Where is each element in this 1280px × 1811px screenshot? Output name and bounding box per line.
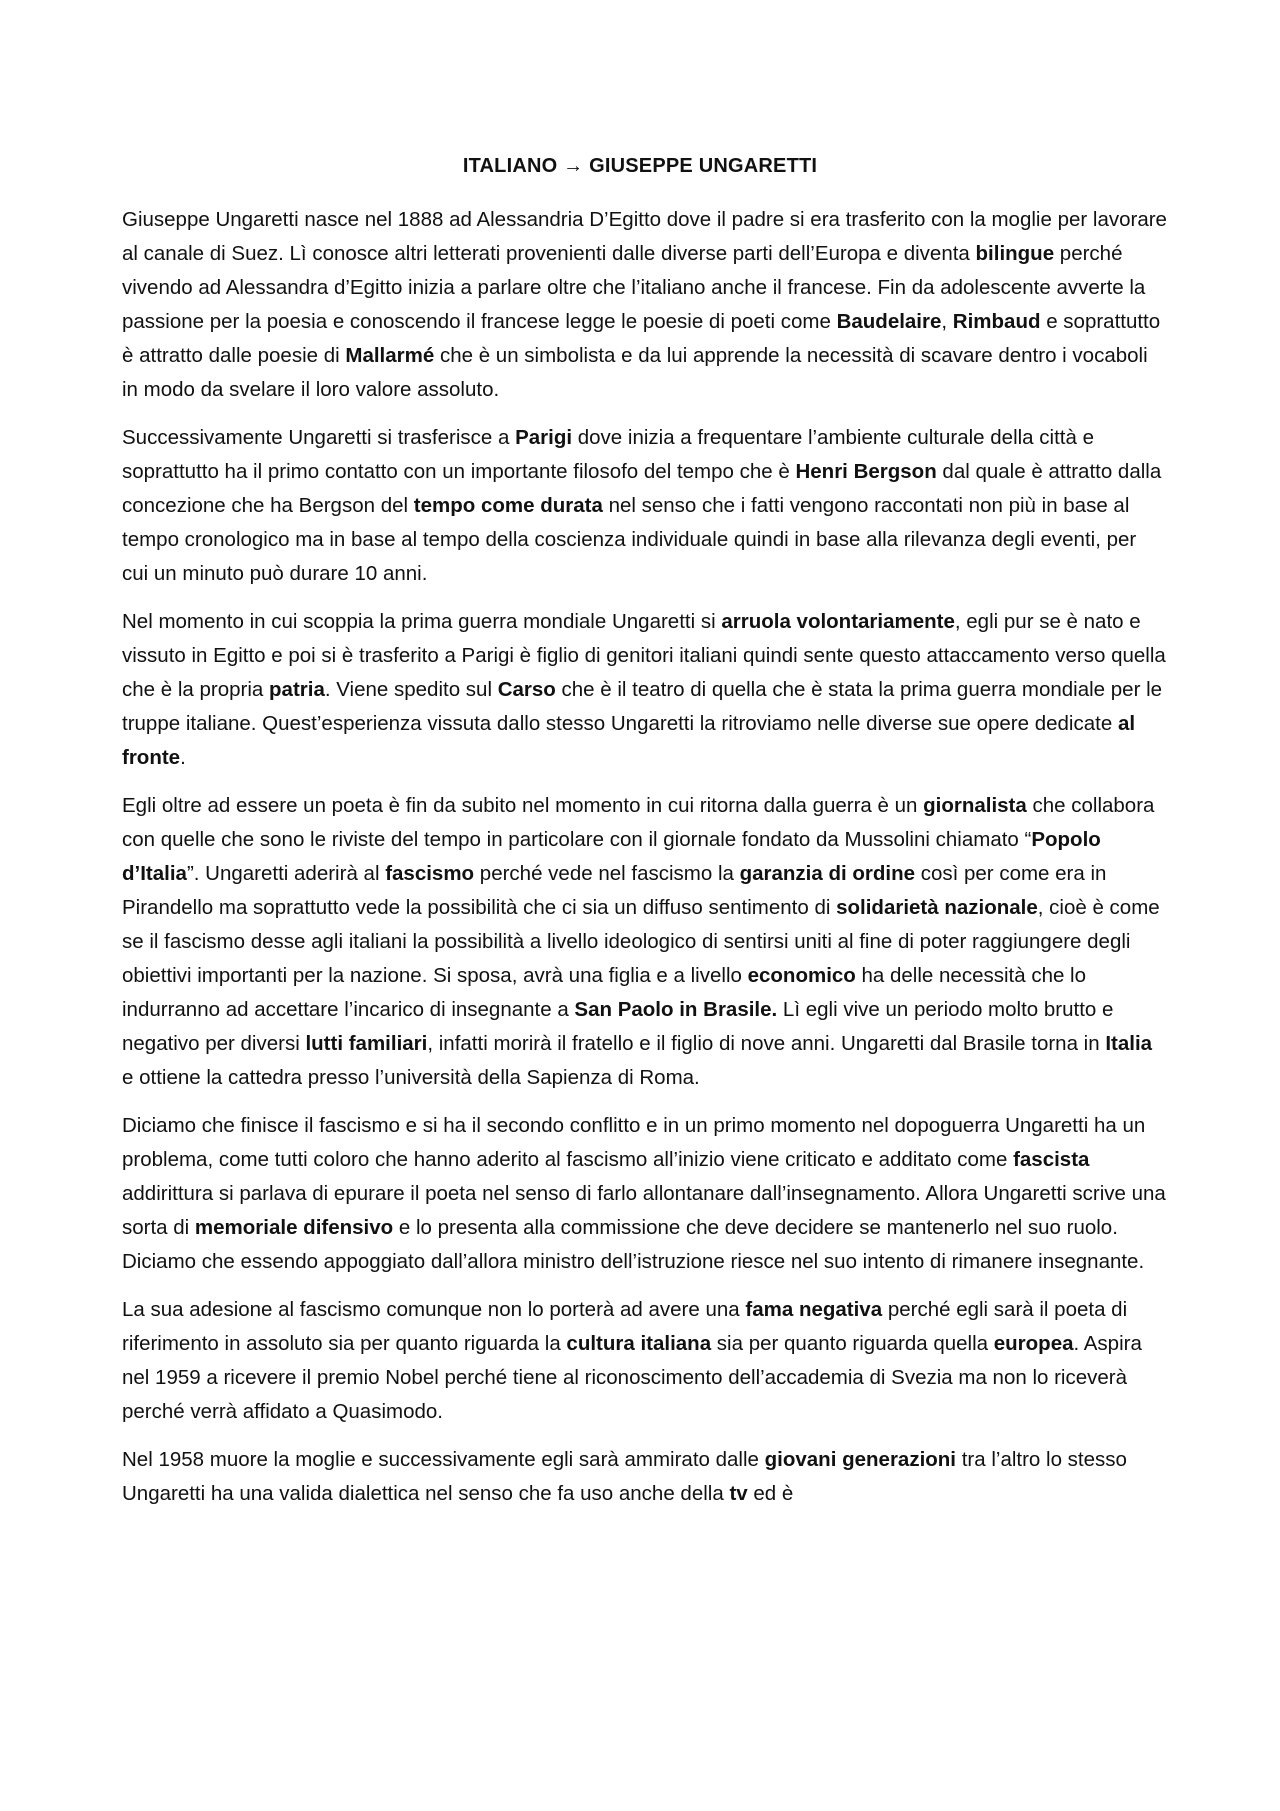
text-run: ”. Ungaretti aderirà al xyxy=(186,862,386,885)
bold-term: Carso xyxy=(497,678,556,701)
bold-term: fascismo xyxy=(385,862,475,885)
text-run: , egli pur se è nato e vissuto in Egitto e poi si è trasferito a Parigi è figlio di genitori italiani quindi sente questo attaccamento verso quella che è la propria xyxy=(122,610,1166,701)
text-run: . Viene spedito sul xyxy=(324,678,498,701)
paragraph xyxy=(122,1443,1167,1511)
bold-term: San Paolo in Brasile. xyxy=(574,998,778,1021)
bold-term: Italia xyxy=(1105,1032,1153,1055)
text-run: addirittura si parlava di epurare il poeta nel senso di farlo allontanare dall’insegnamento. Allora Ungaretti scrive una sorta di xyxy=(122,1182,1166,1239)
bold-term: tv xyxy=(729,1482,748,1505)
text-run: ha delle necessità che lo indurranno ad accettare l’incarico di insegnante a xyxy=(122,964,1087,1021)
text-run: e soprattutto è attratto dalle poesie di xyxy=(122,310,1161,367)
text-run: dal quale è attratto dalla concezione che ha Bergson del xyxy=(122,460,1162,517)
text-run: Giuseppe Ungaretti nasce nel 1888 ad Alessandria D’Egitto dove il padre si era trasferito con la moglie per lavorare al canale di Suez. Lì conosce altri letterati provenienti dalle diverse parti dell’Europa e diventa xyxy=(122,208,1167,265)
bold-term: Henri Bergson xyxy=(795,460,937,483)
text-run: perché vivendo ad Alessandra d’Egitto inizia a parlare oltre che l’italiano anche il francese. Fin da adolescente avverte la passione per la poesia e conoscendo il francese legge le poesie di poeti come xyxy=(122,242,1146,333)
bold-term: giornalista xyxy=(923,794,1027,817)
bold-term: patria xyxy=(269,678,325,701)
document-body xyxy=(122,203,1167,1525)
text-run: , infatti morirà il fratello e il figlio di nove anni. Ungaretti dal Brasile torna in xyxy=(427,1032,1106,1055)
bold-term: fascista xyxy=(1013,1148,1090,1171)
page-title: ITALIANO → GIUSEPPE UNGARETTI xyxy=(462,155,818,177)
text-run: Nel 1958 muore la moglie e successivamente egli sarà ammirato dalle xyxy=(122,1448,765,1471)
bold-term: solidarietà nazionale xyxy=(836,896,1038,919)
bold-term: europea xyxy=(993,1332,1074,1355)
text-run: che collabora con quelle che sono le riviste del tempo in particolare con il giornale fondato da Mussolini chiamato “ xyxy=(122,794,1155,851)
text-run: e lo presenta alla commissione che deve decidere se mantenerlo nel suo ruolo. Diciamo che essendo appoggiato dall’allora ministro dell’istruzione riesce nel suo intento di rimanere insegnante. xyxy=(122,1216,1145,1273)
paragraph xyxy=(122,203,1167,407)
text-run: e ottiene la cattedra presso l’università della Sapienza di Roma. xyxy=(122,1066,700,1089)
bold-term: cultura italiana xyxy=(566,1332,712,1355)
paragraph xyxy=(122,421,1167,591)
bold-term: fama negativa xyxy=(745,1298,883,1321)
bold-term: Rimbaud xyxy=(952,310,1041,333)
paragraph xyxy=(122,605,1167,775)
bold-term: al fronte xyxy=(122,712,1136,769)
bold-term: Popolo d’Italia xyxy=(122,828,1101,885)
bold-term: bilingue xyxy=(975,242,1055,265)
text-run: Diciamo che finisce il fascismo e si ha il secondo conflitto e in un primo momento nel dopoguerra Ungaretti ha un problema, come tutti coloro che hanno aderito al fascismo all’inizio viene criticato e additato come xyxy=(122,1114,1146,1171)
text-run: . xyxy=(180,746,186,769)
text-run: sia per quanto riguarda quella xyxy=(711,1332,994,1355)
text-run: così per come era in Pirandello ma soprattutto vede la possibilità che ci sia un diffuso sentimento di xyxy=(122,862,1107,919)
text-run: che è il teatro di quella che è stata la prima guerra mondiale per le truppe italiane. Quest’esperienza vissuta dallo stesso Ungaretti la ritroviamo nelle diverse sue opere dedicate xyxy=(122,678,1163,735)
text-run: . Aspira nel 1959 a ricevere il premio Nobel perché tiene al riconoscimento dell’accademia di Svezia ma non lo riceverà perché verrà affidato a Quasimodo. xyxy=(122,1332,1142,1423)
text-run: perché egli sarà il poeta di riferimento in assoluto sia per quanto riguarda la xyxy=(122,1298,1128,1355)
text-run: ed è xyxy=(747,1482,794,1505)
bold-term: memoriale difensivo xyxy=(194,1216,394,1239)
text-run: che è un simbolista e da lui apprende la necessità di scavare dentro i vocaboli in modo da svelare il loro valore assoluto. xyxy=(122,344,1148,401)
paragraph xyxy=(122,1293,1167,1429)
text-run: Nel momento in cui scoppia la prima guerra mondiale Ungaretti si xyxy=(122,610,722,633)
bold-term: tempo come durata xyxy=(413,494,603,517)
bold-term: Baudelaire xyxy=(836,310,942,333)
paragraph xyxy=(122,789,1167,1095)
text-run: Successivamente Ungaretti si trasferisce a xyxy=(122,426,516,449)
bold-term: Mallarmé xyxy=(345,344,435,367)
bold-term: lutti familiari xyxy=(305,1032,428,1055)
text-run: Lì egli vive un periodo molto brutto e negativo per diversi xyxy=(122,998,1114,1055)
bold-term: giovani generazioni xyxy=(764,1448,957,1471)
text-run: tra l’altro lo stesso Ungaretti ha una valida dialettica nel senso che fa uso anche della xyxy=(122,1448,1127,1505)
bold-term: garanzia di ordine xyxy=(739,862,916,885)
text-run: Egli oltre ad essere un poeta è fin da subito nel momento in cui ritorna dalla guerra è un xyxy=(122,794,924,817)
text-run: , cioè è come se il fascismo desse agli italiani la possibilità a livello ideologico di sentirsi uniti al fine di poter raggiungere degli obiettivi importanti per la nazione. Si sposa, avrà una figlia e a livello xyxy=(122,896,1160,987)
text-run: La sua adesione al fascismo comunque non lo porterà ad avere una xyxy=(122,1298,746,1321)
text-run: , xyxy=(941,310,953,333)
bold-term: economico xyxy=(747,964,856,987)
bold-term: Parigi xyxy=(515,426,573,449)
paragraph xyxy=(122,1109,1167,1279)
bold-term: arruola volontariamente xyxy=(721,610,955,633)
text-run: dove inizia a frequentare l’ambiente culturale della città e soprattutto ha il primo contatto con un importante filosofo del tempo che è xyxy=(122,426,1094,483)
text-run: perché vede nel fascismo la xyxy=(474,862,740,885)
text-run: nel senso che i fatti vengono raccontati non più in base al tempo cronologico ma in base al tempo della coscienza individuale quindi in base alla rilevanza degli eventi, per cui un minuto può durare 10 anni. xyxy=(122,494,1137,585)
